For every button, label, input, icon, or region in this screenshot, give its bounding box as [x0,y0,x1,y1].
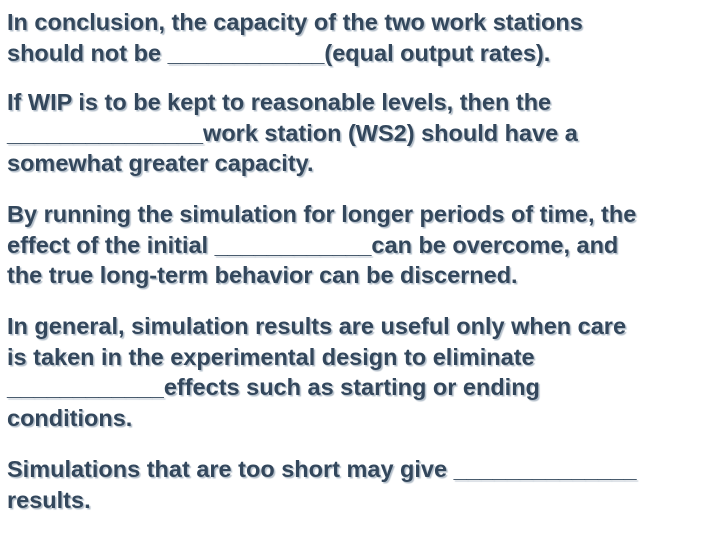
paragraph-wip-levels [7,87,717,179]
text-line: ____________effects such as starting or ending [7,374,540,400]
paragraph-experimental-design [7,311,717,433]
paragraph-conclusion-capacity [7,7,717,68]
text-line: results. [7,486,91,513]
text-line: effect of the initial ____________can be overcome, and [7,231,619,258]
text-line: In conclusion, the capacity of the two work stations [7,9,583,35]
text-line: somewhat greater capacity. [7,150,314,176]
text-line: If WIP is to be kept to reasonable levels, then the [7,89,552,115]
text-line: the true long-term behavior can be discerned. [7,262,518,288]
text-line: _______________work station (WS2) should have a [7,119,578,146]
text-line: In general, simulation results are useful only when care [7,313,627,339]
paragraph-longer-simulation [7,199,717,291]
text-line: is taken in the experimental design to eliminate [7,343,535,370]
text-line: Simulations that are too short may give ______________ [7,456,637,482]
text-line: should not be ____________(equal output rates). [7,39,551,66]
text-line: conditions. [7,404,133,431]
text-line: By running the simulation for longer periods of time, the [7,201,637,227]
paragraph-short-simulations [7,454,717,515]
